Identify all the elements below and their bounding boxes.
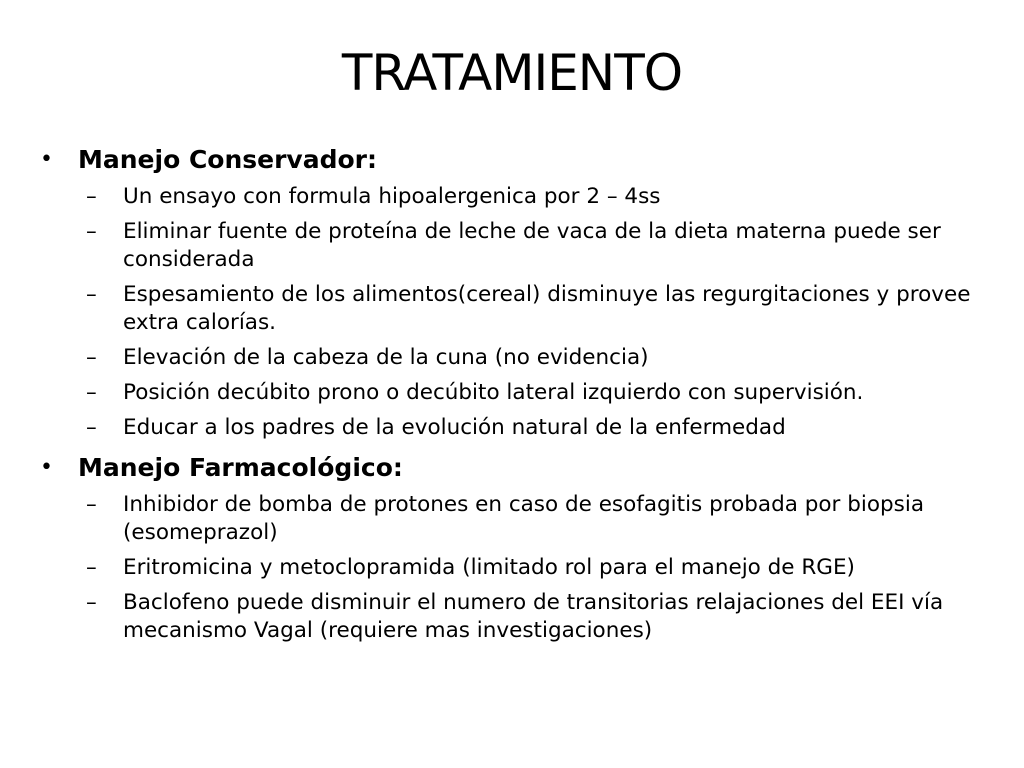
list-item-text: Elevación de la cabeza de la cuna (no evidencia) (123, 345, 649, 370)
list-item-text: Eritromicina y metoclopramida (limitado rol para el manejo de RGE) (123, 555, 855, 580)
list-item (40, 589, 1000, 645)
list-item (40, 218, 1000, 274)
dash-icon: – (86, 184, 97, 209)
list-item (40, 183, 1000, 211)
section-manejo-conservador (40, 141, 1000, 442)
list-item-text: Espesamiento de los alimentos(cereal) disminuye las regurgitaciones y provee extra calorías. (123, 282, 971, 335)
list-item (40, 491, 1000, 547)
list-item-text: Eliminar fuente de proteína de leche de vaca de la dieta materna puede ser considerada (123, 219, 941, 272)
dash-icon: – (86, 492, 97, 517)
list-item-text: Posición decúbito prono o decúbito lateral izquierdo con supervisión. (123, 380, 864, 405)
dash-icon: – (86, 380, 97, 405)
sub-list (40, 491, 1000, 645)
section-manejo-farmacologico (40, 449, 1000, 645)
dash-icon: – (86, 282, 97, 307)
list-item-text: Un ensayo con formula hipoalergenica por 2 – 4ss (123, 184, 661, 209)
list-item-text: Educar a los padres de la evolución natural de la enfermedad (123, 415, 786, 440)
dash-icon: – (86, 345, 97, 370)
list-item (40, 281, 1000, 337)
list-item (40, 554, 1000, 582)
bullet-icon: • (40, 147, 53, 172)
list-item-text: Baclofeno puede disminuir el numero de transitorias relajaciones del EEI vía mecanismo Vagal (requiere mas investigaciones) (123, 590, 944, 643)
dash-icon: – (86, 555, 97, 580)
list-item (40, 344, 1000, 372)
slide-content (40, 141, 1000, 652)
dash-icon: – (86, 219, 97, 244)
dash-icon: – (86, 590, 97, 615)
slide-title: TRATAMIENTO (341, 44, 683, 102)
dash-icon: – (86, 415, 97, 440)
section-heading (40, 449, 1000, 487)
list-item (40, 414, 1000, 442)
bullet-icon: • (40, 455, 53, 480)
list-item-text: Inhibidor de bomba de protones en caso de esofagitis probada por biopsia (esomeprazol) (123, 492, 924, 545)
section-heading-text: Manejo Farmacológico: (78, 453, 403, 482)
list-item (40, 379, 1000, 407)
section-heading-text: Manejo Conservador: (78, 145, 377, 174)
section-heading (40, 141, 1000, 179)
sub-list (40, 183, 1000, 442)
